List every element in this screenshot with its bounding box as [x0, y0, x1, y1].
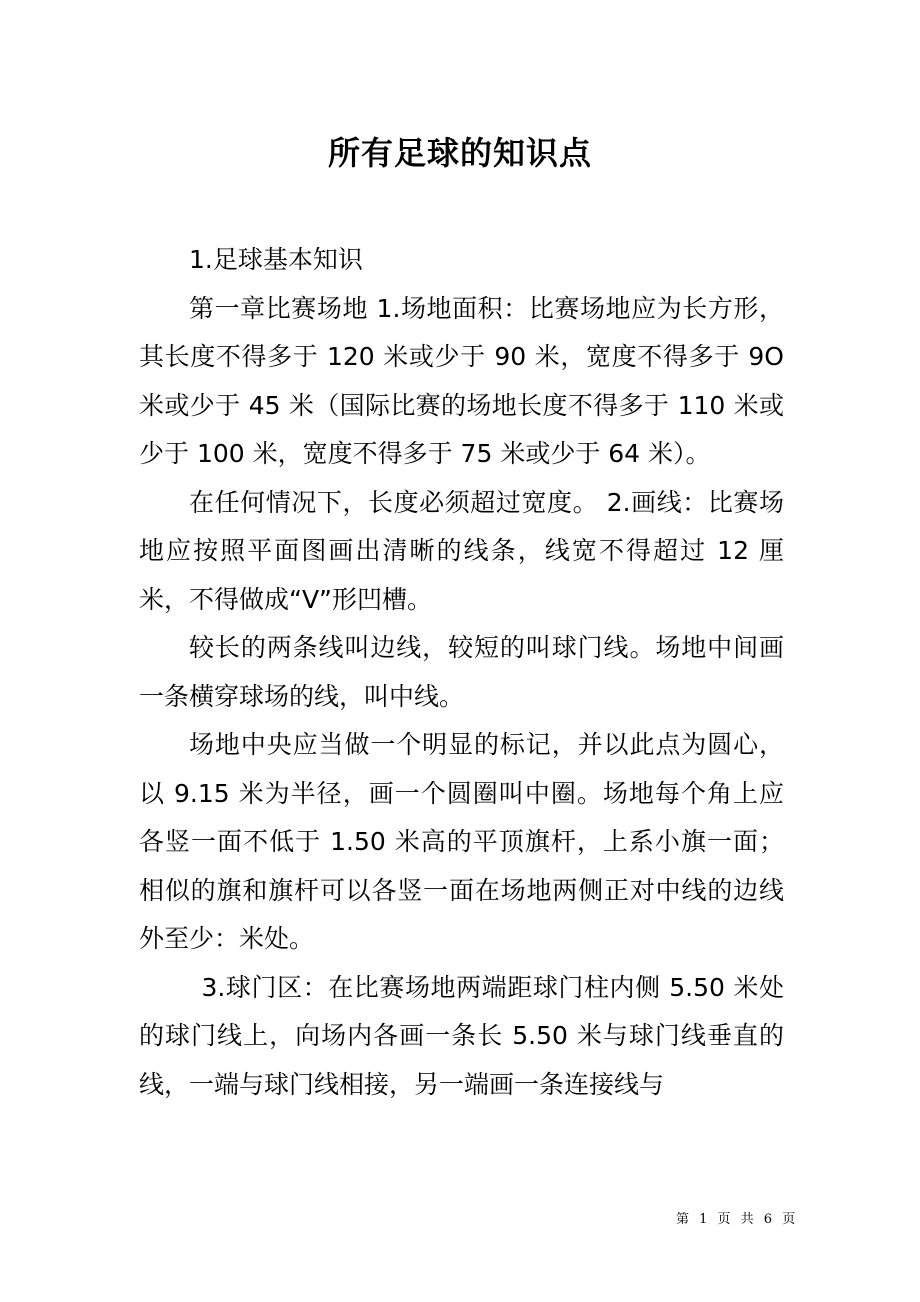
paragraph-section-heading: 1.足球基本知识 — [189, 245, 363, 274]
paragraph-field-area: 第一章比赛场地 1.场地面积：比赛场地应为长方形，其长度不得多于 120 米或少于 90 米，宽度不得多于 9O 米或少于 45 米（国际比赛的场地长度不得多于 110 米或少于 100 米，宽度不得多于 75 米或少于 64 米）。 — [139, 293, 784, 468]
page-number-footer: 第 1 页 共 6 页 — [676, 1212, 799, 1227]
paragraph-center-circle: 场地中央应当做一个明显的标记，并以此点为圆心，以 9.15 米为半径，画一个圆圈叫中圈。场地每个角上应各竖一面不低于 1.50 米高的平顶旗杆，上系小旗一面；相似的旗和旗杆可以各竖一面在场地两侧正对中线的边线外至少：米处。 — [139, 730, 784, 953]
document-title: 所有足球的知识点 — [327, 134, 592, 172]
paragraph-goal-area: 3.球门区：在比赛场地两端距球门柱内侧 5.50 米处的球门线上，向场内各画一条长 5.50 米与球门线垂直的线，一端与球门线相接，另一端画一条连接线与 — [139, 972, 784, 1099]
paragraph-field-lines: 在任何情况下，长度必须超过宽度。 2.画线：比赛场地应按照平面图画出清晰的线条，线宽不得超过 12 厘米，不得做成“V”形凹槽。 — [139, 487, 784, 614]
document-body — [139, 236, 784, 1109]
paragraph-touch-goal-lines: 较长的两条线叫边线，较短的叫球门线。场地中间画一条横穿球场的线，叫中线。 — [139, 633, 784, 711]
